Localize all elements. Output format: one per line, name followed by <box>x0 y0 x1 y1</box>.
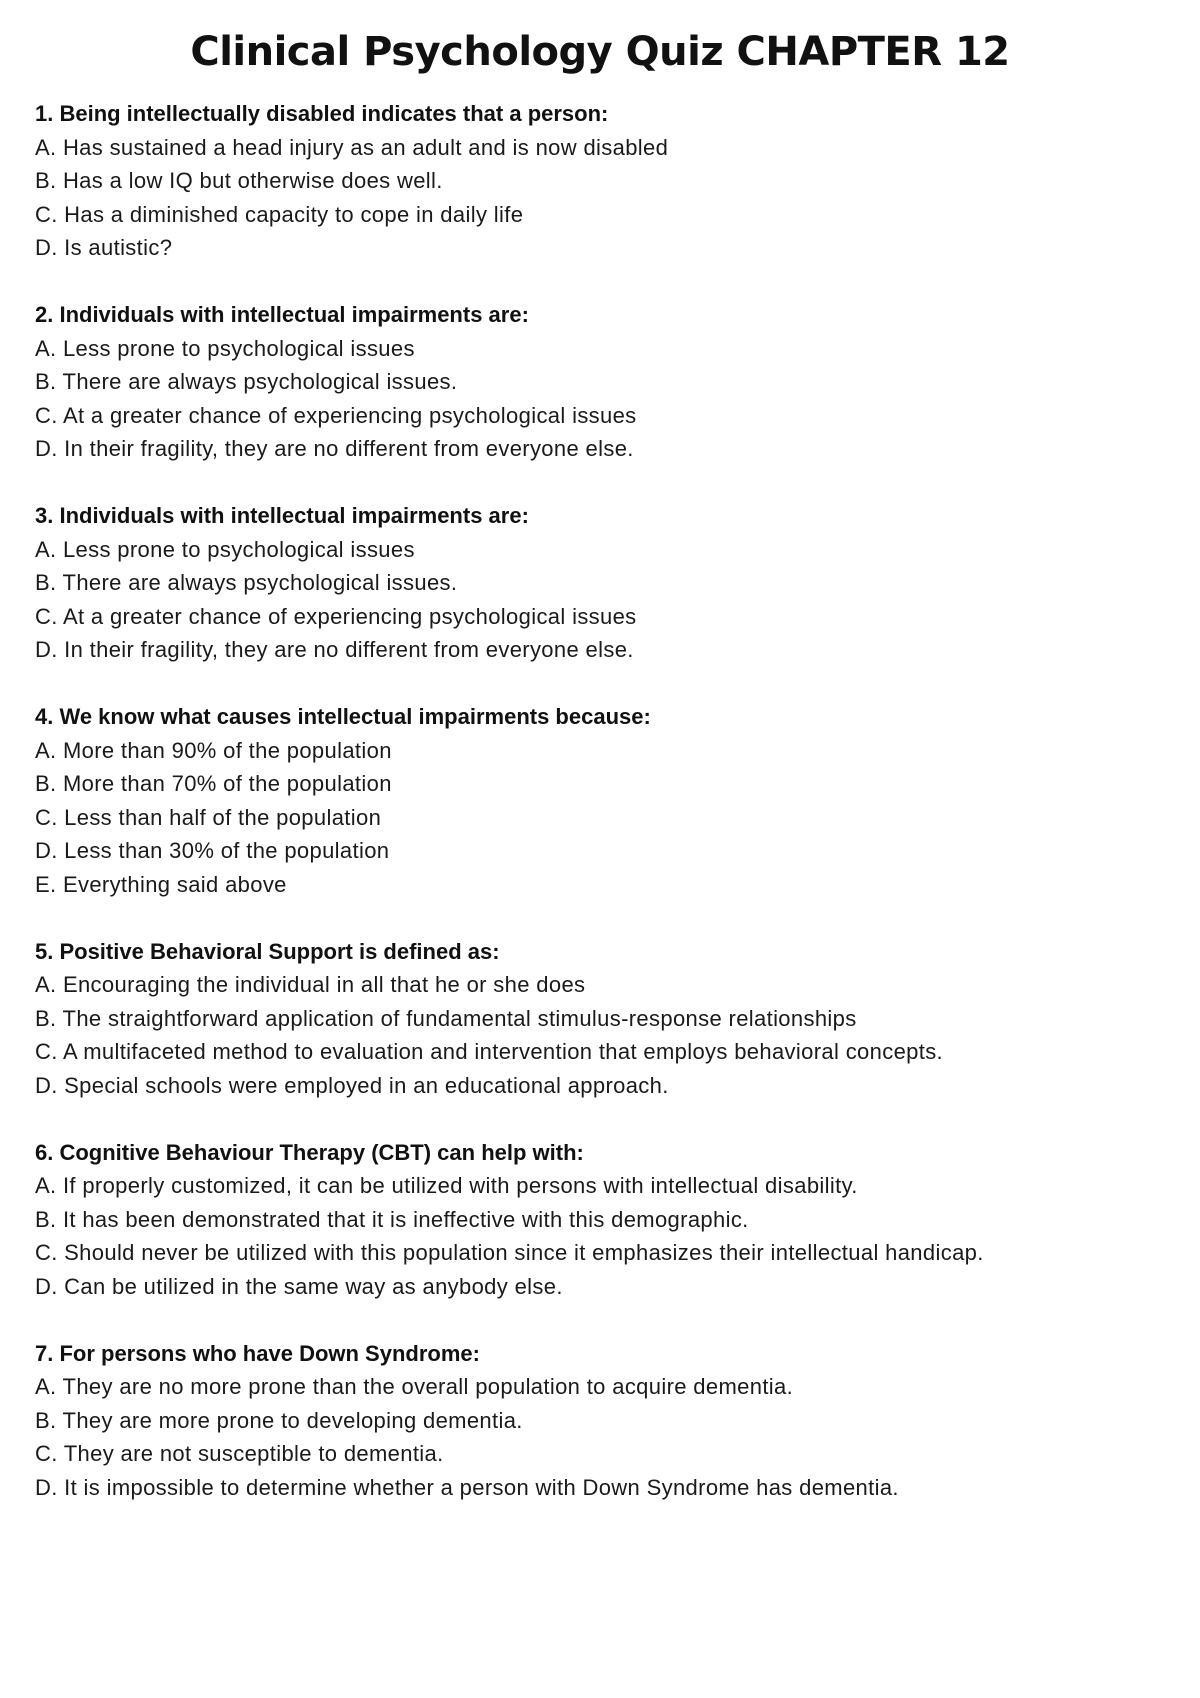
answer-option: B. They are more prone to developing dementia. <box>35 1407 523 1433</box>
answer-option: B. The straightforward application of fundamental stimulus-response relationships <box>35 1005 857 1031</box>
answer-option: D. In their fragility, they are no different from everyone else. <box>35 637 634 662</box>
answer-option: A. If properly customized, it can be utilized with persons with intellectual disability. <box>35 1173 858 1198</box>
answer-options <box>35 131 1175 265</box>
answer-option: C. At a greater chance of experiencing psychological issues <box>35 402 637 428</box>
document-title: Clinical Psychology Quiz CHAPTER 12 <box>190 29 1010 75</box>
question-item <box>35 1136 1175 1304</box>
answer-options <box>35 1169 1175 1303</box>
question-item <box>35 97 1175 265</box>
question-prompt: 7. For persons who have Down Syndrome: <box>35 1340 480 1366</box>
answer-option: A. Less prone to psychological issues <box>35 536 415 562</box>
question-item <box>35 499 1175 667</box>
answer-options <box>35 332 1175 466</box>
answer-options <box>35 533 1175 667</box>
answer-option: B. There are always psychological issues. <box>35 570 458 595</box>
answer-option: B. There are always psychological issues. <box>35 369 458 394</box>
answer-option: C. A multifaceted method to evaluation and intervention that employs behavioral concepts. <box>35 1039 944 1064</box>
answer-options <box>35 968 1175 1102</box>
answer-option: B. Has a low IQ but otherwise does well. <box>35 168 443 193</box>
answer-option: C. Has a diminished capacity to cope in daily life <box>35 201 524 227</box>
answer-option: A. Encouraging the individual in all that he or she does <box>35 972 586 997</box>
answer-option: C. At a greater chance of experiencing psychological issues <box>35 603 637 629</box>
answer-options <box>35 734 1175 902</box>
question-item <box>35 935 1175 1103</box>
answer-option: C. Less than half of the population <box>35 804 382 830</box>
answer-option: C. They are not susceptible to dementia. <box>35 1441 444 1466</box>
answer-option: A. They are no more prone than the overall population to acquire dementia. <box>35 1374 794 1399</box>
answer-option: A. Has sustained a head injury as an adult and is now disabled <box>35 134 669 160</box>
answer-option: B. More than 70% of the population <box>35 771 392 796</box>
question-prompt: 5. Positive Behavioral Support is defined as: <box>35 938 500 964</box>
answer-option: E. Everything said above <box>35 871 287 897</box>
question-item <box>35 1337 1175 1505</box>
question-item <box>35 700 1175 901</box>
answer-option: C. Should never be utilized with this population since it emphasizes their intellectual handicap. <box>35 1240 984 1265</box>
question-item <box>35 298 1175 466</box>
answer-option: A. Less prone to psychological issues <box>35 335 415 361</box>
answer-option: B. It has been demonstrated that it is ineffective with this demographic. <box>35 1206 749 1232</box>
question-prompt: 3. Individuals with intellectual impairments are: <box>35 503 529 528</box>
question-prompt: 4. We know what causes intellectual impairments because: <box>35 704 651 729</box>
question-prompt: 6. Cognitive Behaviour Therapy (CBT) can help with: <box>35 1139 584 1165</box>
answer-option: D. In their fragility, they are no different from everyone else. <box>35 436 634 461</box>
answer-option: D. Can be utilized in the same way as anybody else. <box>35 1273 563 1299</box>
question-list <box>35 97 1175 1538</box>
answer-options <box>35 1370 1175 1504</box>
answer-option: D. Special schools were employed in an educational approach. <box>35 1072 669 1098</box>
answer-option: D. Is autistic? <box>35 235 173 260</box>
answer-option: D. It is impossible to determine whether a person with Down Syndrome has dementia. <box>35 1474 899 1500</box>
answer-option: A. More than 90% of the population <box>35 737 392 763</box>
answer-option: D. Less than 30% of the population <box>35 838 390 863</box>
question-prompt: 2. Individuals with intellectual impairments are: <box>35 302 529 327</box>
question-prompt: 1. Being intellectually disabled indicates that a person: <box>35 101 609 126</box>
